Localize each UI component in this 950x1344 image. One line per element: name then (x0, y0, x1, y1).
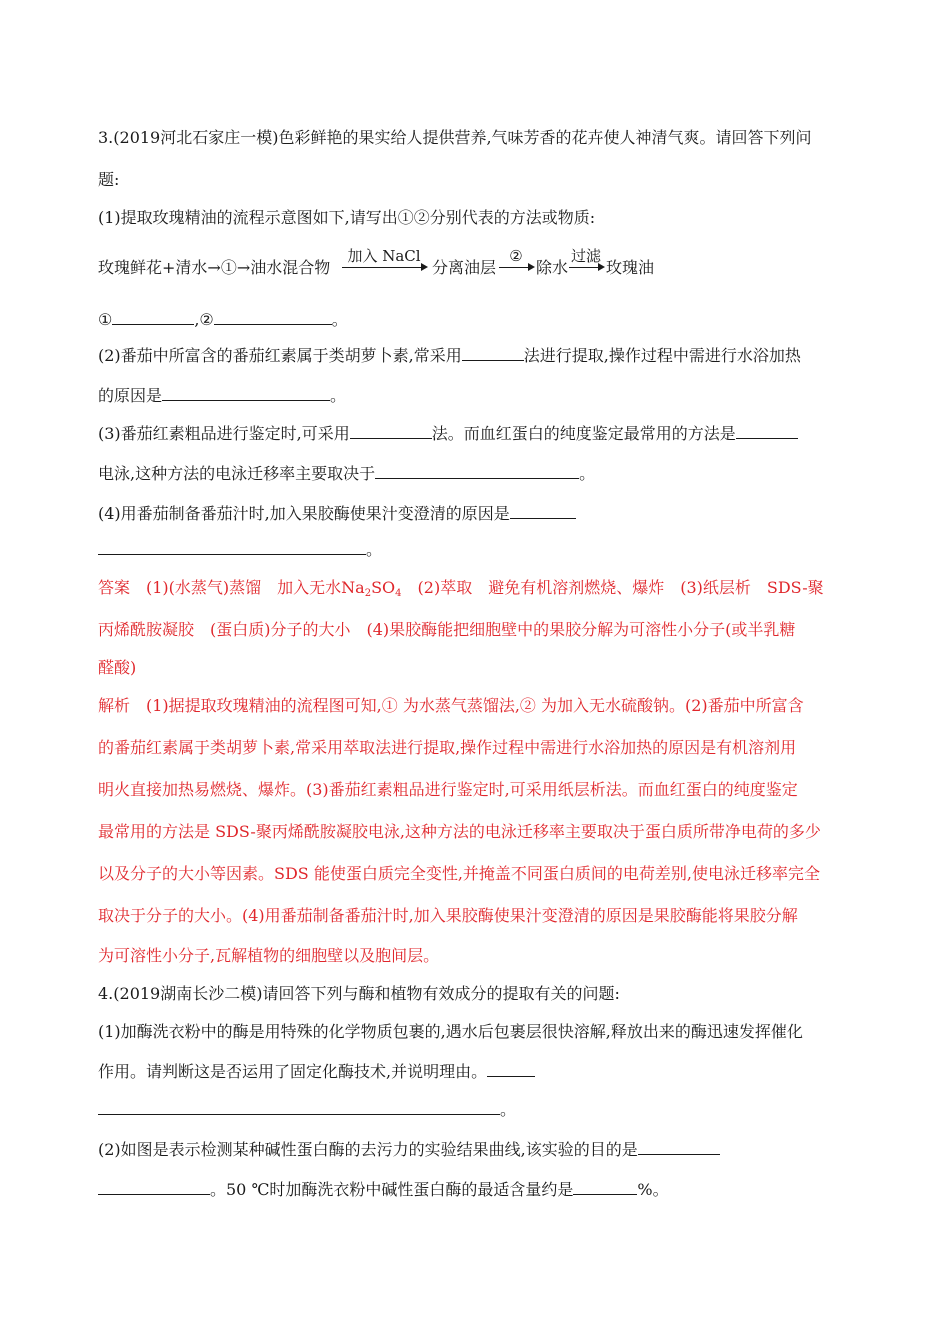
analysis-line6: 取决于分子的大小。(4)用番茄制备番茄汁时,加入果胶酶使果汁变澄清的原因是果胶酶能将果胶分解 (98, 906, 798, 925)
blank-10[interactable] (487, 1062, 535, 1077)
q3-part2-line1: (2)番茄中所富含的番茄红素属于类胡萝卜素,常采用 法进行提取,操作过程中需进行水浴加热 (98, 346, 801, 365)
analysis-line1: 解析 (1)据提取玫瑰精油的流程图可知,① 为水蒸气蒸馏法,② 为加入无水硫酸钠。(2)番茄中所富含 (98, 696, 804, 715)
answer-line3: 醛酸) (98, 658, 137, 677)
q4-part1-line1: (1)加酶洗衣粉中的酶是用特殊的化学物质包裹的,遇水后包裹层很快溶解,释放出来的酶迅速发挥催化 (98, 1022, 803, 1041)
q3-part4-line1: (4)用番茄制备番茄汁时,加入果胶酶使果汁变澄清的原因是 (98, 504, 576, 524)
q3-part1-answer-line: ① ,② 。 (98, 310, 348, 329)
q3-part2-line2: 的原因是 。 (98, 386, 347, 405)
blank-14[interactable] (573, 1180, 637, 1195)
blank-8[interactable] (510, 504, 576, 519)
q4-part2-line2: 。50 ℃时加酶洗衣粉中碱性蛋白酶的最适含量约是 %。 (98, 1180, 669, 1200)
blank-4[interactable] (162, 386, 330, 401)
flow-step-dewater: 除水 (536, 258, 569, 277)
flow-step-end: 玫瑰油 (606, 258, 655, 277)
blank-3[interactable] (462, 346, 524, 361)
q3-title-line1: 3.(2019河北石家庄一模)色彩鲜艳的果实给人提供营养,气味芳香的花卉使人神清气爽。请回答下列问 (98, 128, 812, 147)
blank-12[interactable] (638, 1140, 720, 1155)
blank-2[interactable] (214, 310, 332, 325)
blank-11[interactable] (98, 1100, 500, 1115)
analysis-line2: 的番茄红素属于类胡萝卜素,常采用萃取法进行提取,操作过程中需进行水浴加热的原因是有机溶剂用 (98, 738, 797, 757)
answer-line1: 答案 (1)(水蒸气)蒸馏 加入无水$Na_2SO_4$ (2)萃取 避免有机溶剂燃烧、爆炸 (3)纸层析 SDS-聚 (98, 578, 824, 599)
rose-oil-flowchart (98, 240, 798, 280)
flow-arrow-nacl (342, 247, 426, 268)
analysis-line3: 明火直接加热易燃烧、爆炸。(3)番茄红素粗品进行鉴定时,可采用纸层析法。而血红蛋白的纯度鉴定 (98, 780, 798, 799)
blank-7[interactable] (375, 464, 579, 479)
q3-part3-line2: 电泳,这种方法的电泳迁移率主要取决于 。 (98, 464, 596, 483)
q3-part1-prompt: (1)提取玫瑰精油的流程示意图如下,请写出①②分别代表的方法或物质: (98, 208, 596, 227)
blank-1[interactable] (112, 310, 194, 325)
q4-part2-line1: (2)如图是表示检测某种碱性蛋白酶的去污力的实验结果曲线,该实验的目的是 (98, 1140, 720, 1160)
blank-9[interactable] (98, 540, 366, 555)
answer-line2: 丙烯酰胺凝胶 (蛋白质)分子的大小 (4)果胶酶能把细胞壁中的果胶分解为可溶性小分子(或半乳糖 (98, 620, 796, 639)
analysis-line5: 以及分子的大小等因素。SDS 能使蛋白质完全变性,并掩盖不同蛋白质间的电荷差别,使电泳迁移率完全 (98, 864, 821, 883)
analysis-line7: 为可溶性小分子,瓦解植物的细胞壁以及胞间层。 (98, 946, 440, 965)
flow-step-separate: 分离油层 (432, 258, 497, 277)
flow-arrow-nacl-label: 加入 NaCl (347, 247, 421, 265)
q3-part3-line1: (3)番茄红素粗品进行鉴定时,可采用 法。而血红蛋白的纯度鉴定最常用的方法是 (98, 424, 798, 444)
flow-arrow-filter-label: 过滤 (570, 247, 601, 265)
q4-part1-line2: 作用。请判断这是否运用了固定化酶技术,并说明理由。 (98, 1062, 535, 1082)
q4-part1-line3: 。 (98, 1100, 516, 1120)
q3-title-line2: 题: (98, 170, 120, 189)
analysis-line4: 最常用的方法是 SDS-聚丙烯酰胺凝胶电泳,这种方法的电泳迁移率主要取决于蛋白质所带净电荷的多少 (98, 822, 821, 841)
blank-6[interactable] (736, 424, 798, 439)
blank-5[interactable] (350, 424, 432, 439)
flow-arrow-filter (569, 247, 603, 268)
q3-part4-line2: 。 (98, 540, 382, 560)
q4-title: 4.(2019湖南长沙二模)请回答下列与酶和植物有效成分的提取有关的问题: (98, 984, 620, 1003)
flow-arrow-2-label: ② (509, 247, 523, 265)
flow-step-start: 玫瑰鲜花+清水→①→油水混合物 (98, 258, 331, 277)
blank-13[interactable] (98, 1180, 210, 1195)
flow-arrow-2 (499, 247, 533, 268)
